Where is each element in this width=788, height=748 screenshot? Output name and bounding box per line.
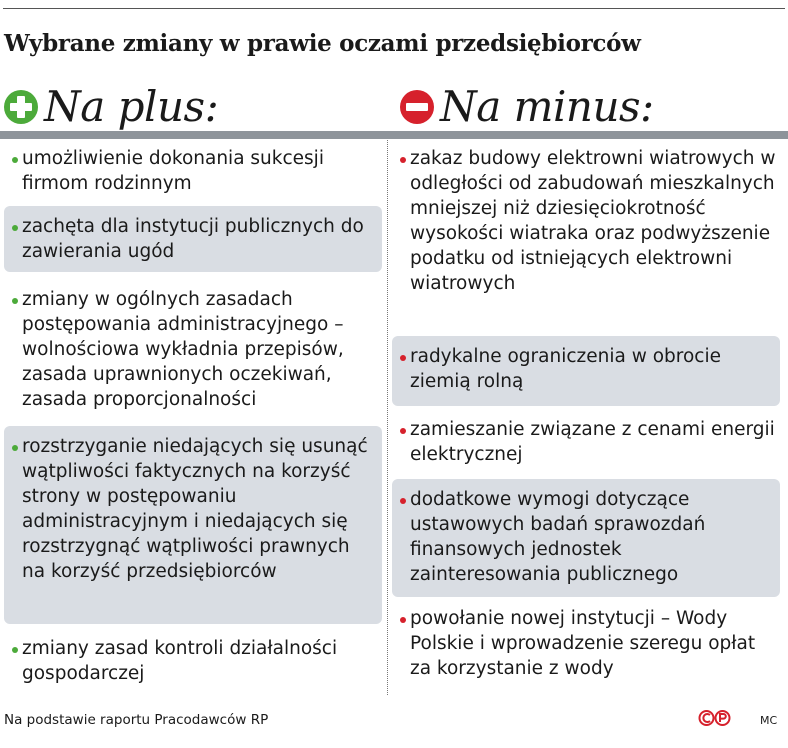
- plus-item-text: zmiany w ogólnych zasadach postępowania administracyjnego – wolnościowa wykładnia przepisów, zasada uprawnionych oczekiwań, zasada proporcjonalności: [22, 289, 344, 410]
- minus-item: [392, 479, 780, 597]
- header-bar: [0, 131, 788, 139]
- plus-column-header: [4, 80, 218, 134]
- bullet-icon: [400, 355, 406, 361]
- minus-item: [392, 146, 780, 326]
- minus-item: [392, 606, 780, 688]
- minus-heading: Na minus:: [440, 82, 654, 131]
- minus-item-text: radykalne ograniczenia w obrocie ziemią rolną: [410, 346, 721, 392]
- minus-item: [392, 336, 780, 406]
- bullet-icon: [400, 498, 406, 504]
- plus-heading: Na plus:: [44, 82, 219, 131]
- plus-item-text: zachęta dla instytucji publicznych do zawierania ugód: [22, 216, 364, 262]
- plus-item: [4, 206, 382, 272]
- plus-item: [4, 146, 382, 200]
- plus-item: [4, 636, 382, 690]
- minus-item-text: zakaz budowy elektrowni wiatrowych w odległości od zabudowań mieszkalnych mniejszej niż dziesięciokrotność wysokości wiatraka oraz podwyższenie podatku od istniejących elektrowni wiatrowych: [410, 148, 776, 294]
- top-rule: [3, 8, 785, 9]
- bullet-icon: [12, 157, 18, 163]
- plus-item-text: zmiany zasad kontroli działalności gospodarczej: [22, 638, 338, 684]
- plus-circle-icon: [4, 90, 38, 124]
- plus-item: [4, 426, 382, 624]
- plus-item-text: rozstrzyganie niedających się usunąć wątpliwości faktycznych na korzyść strony w postępowaniu administracyjnym i niedających się rozstrzygnąć wątpliwości prawnych na korzyść przedsiębiorców: [22, 436, 368, 582]
- author-credit: MC: [760, 714, 778, 727]
- minus-circle-icon: [400, 90, 434, 124]
- page-title: Wybrane zmiany w prawie oczami przedsiębiorców: [4, 30, 641, 57]
- plus-item: [4, 287, 382, 417]
- source-note: Na podstawie raportu Pracodawców RP: [4, 712, 269, 728]
- minus-item-text: powołanie nowej instytucji – Wody Polskie i wprowadzenie szeregu opłat za korzystanie z wody: [410, 608, 756, 679]
- bullet-icon: [12, 647, 18, 653]
- minus-item-text: zamieszanie związane z cenami energii elektrycznej: [410, 419, 775, 465]
- cp-logo-icon: [698, 709, 732, 727]
- bullet-icon: [400, 428, 406, 434]
- bullet-icon: [12, 225, 18, 231]
- bullet-icon: [400, 617, 406, 623]
- plus-item-text: umożliwienie dokonania sukcesji firmom rodzinnym: [22, 148, 324, 194]
- bullet-icon: [12, 445, 18, 451]
- bullet-icon: [400, 157, 406, 163]
- column-divider: [387, 140, 388, 695]
- minus-item: [392, 417, 780, 471]
- minus-item-text: dodatkowe wymogi dotyczące ustawowych badań sprawozdań finansowych jednostek zainteresowania publicznego: [410, 489, 706, 585]
- minus-column-header: [400, 80, 654, 134]
- bullet-icon: [12, 298, 18, 304]
